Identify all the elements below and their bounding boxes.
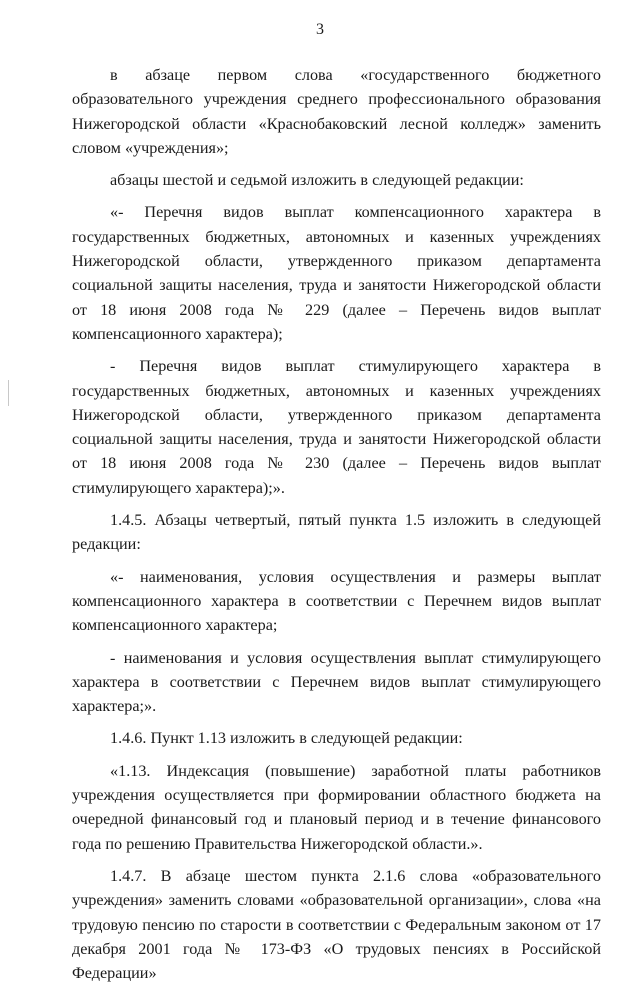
paragraph-1: в абзаце первом слова «государственного бюджетного образовательного учреждения среднего профессионального образования Нижегородской области «Краснобаковский лесной колледж» заменить словом «учреждения»;: [72, 66, 601, 157]
paragraph-7: - наименования и условия осуществления выплат стимулирующего характера в соответствии с Перечнем видов выплат стимулирующего характера;».: [72, 648, 601, 716]
paragraph-4: - Перечня видов выплат стимулирующего характера в государственных бюджетных, автономных и казенных учреждениях Нижегородской области, утвержденного приказом департамента социальной защиты населения, труда и занятости Нижегородской области от 18 июня 2008 года № 230 (далее – Перечень видов выплат стимулирующего характера);».: [72, 357, 601, 497]
paragraph-2: абзацы шестой и седьмой изложить в следующей редакции:: [110, 171, 524, 190]
scan-edge-mark: [8, 380, 9, 406]
page-number: 3: [316, 21, 324, 38]
document-body: [72, 63, 601, 993]
paragraph-8: 1.4.6. Пункт 1.13 изложить в следующей редакции:: [110, 729, 463, 748]
paragraph-10: 1.4.7. В абзаце шестом пункта 2.1.6 слова «образовательного учреждения» заменить словами «образовательной организации», слова «на трудовую пенсию по старости в соответствии с Федеральным законом от 17 декабря 2001 года № 173-ФЗ «О трудовых пенсиях в Российской Федерации»: [72, 866, 601, 983]
paragraph-9: «1.13. Индексация (повышение) заработной платы работников учреждения осуществляется при формировании областного бюджета на очередной финансовый год и плановый период и в течение финансового года по решению Правительства Нижегородской области.».: [72, 761, 601, 853]
paragraph-6: «- наименования, условия осуществления и размеры выплат компенсационного характера в соответствии с Перечнем видов выплат компенсационного характера;: [72, 567, 601, 635]
paragraph-5: 1.4.5. Абзацы четвертый, пятый пункта 1.5 изложить в следующей редакции:: [72, 511, 601, 554]
paragraph-3: «- Перечня видов выплат компенсационного характера в государственных бюджетных, автономных и казенных учреждениях Нижегородской области, утвержденного приказом департамента социальной защиты населения, труда и занятости Нижегородской области от 18 июня 2008 года № 229 (далее – Перечень видов выплат компенсационного характера);: [72, 203, 601, 343]
